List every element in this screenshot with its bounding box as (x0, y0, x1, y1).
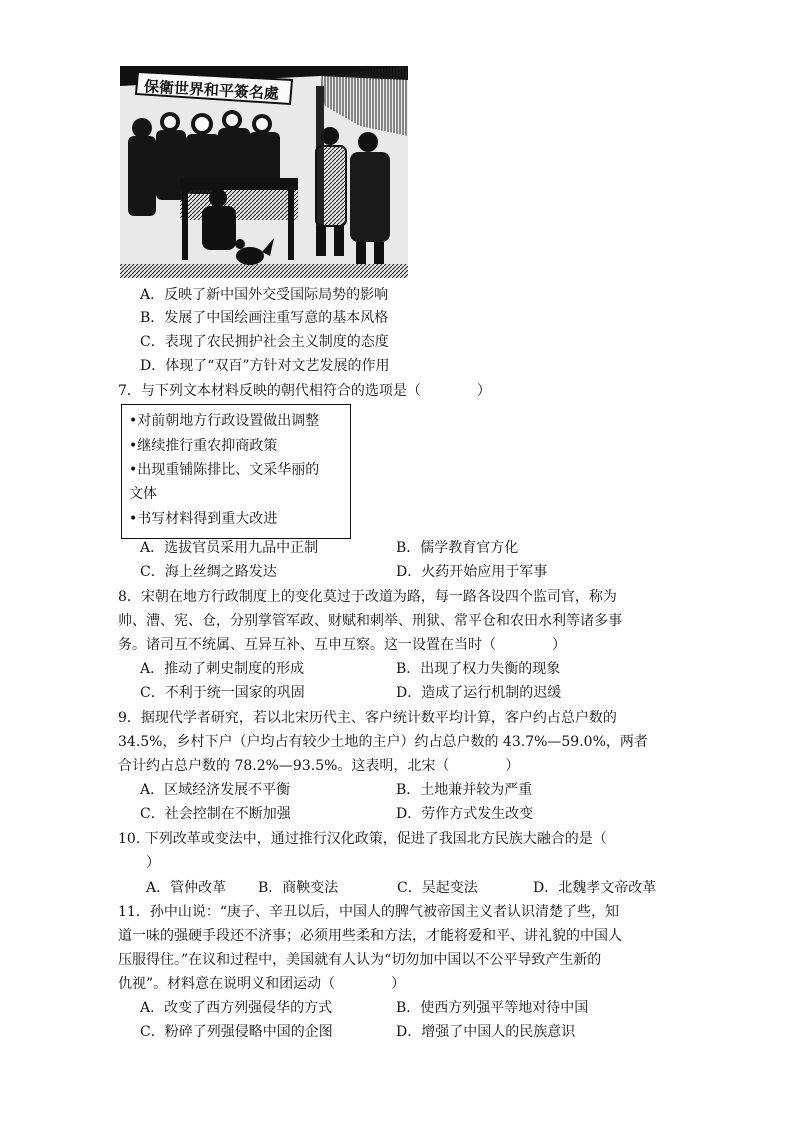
q6-option-a: A．反映了新中国外交受国际局势的影响 (140, 287, 389, 303)
q7-box-line-4: 文体 (129, 486, 157, 502)
banner-text: 保衛世界和平簽名處 (143, 77, 280, 103)
q9-stem-line-1: 9．据现代学者研究，若以北宋历代主、客户统计数平均计算，客户约占总户数的 (118, 710, 617, 726)
q10-option-d: D．北魏孝文帝改革 (533, 880, 657, 896)
q10-option-a: A．管仲改革 (146, 880, 227, 896)
q9-option-c: C．社会控制在不断加强 (140, 806, 291, 822)
woodcut-illustration (120, 66, 408, 278)
q11-option-d: D．增强了中国人的民族意识 (396, 1024, 576, 1040)
q7-box-line-1: •对前朝地方行政设置做出调整 (129, 413, 320, 429)
q6-option-d: D．体现了“双百”方针对文艺发展的作用 (140, 358, 390, 374)
q7-stem: 7．与下列文本材料反映的朝代相符合的选项是（ ） (118, 383, 491, 399)
q11-option-a: A．改变了西方列强侵华的方式 (140, 1000, 333, 1016)
q7-box-line-3: •出现重铺陈排比、文采华丽的 (129, 462, 320, 478)
q7-option-c: C．海上丝绸之路发达 (140, 564, 277, 580)
q8-stem-line-2: 帅、漕、宪、仓，分别掌管军政、财赋和刺举、刑狱、常平仓和农田水利等诸多事 (118, 613, 622, 629)
q7-option-d: D．火药开始应用于军事 (396, 564, 548, 580)
q9-stem-line-3: 合计约占总户数的 78.2%—93.5%。这表明，北宋（ ） (118, 758, 520, 774)
q7-box-line-5: •书写材料得到重大改进 (129, 511, 278, 527)
q7-option-a: A．选拔官员采用九品中正制 (140, 540, 319, 556)
q11-option-c: C．粉碎了列强侵略中国的企图 (140, 1024, 333, 1040)
q11-stem-line-3: 压服得住。”在议和过程中，美国就有人认为“切勿加中国以不公平导致产生新的 (118, 952, 602, 968)
q7-material-box (121, 404, 351, 539)
q10-option-c: C．吴起变法 (397, 880, 478, 896)
q6-option-c: C．表现了农民拥护社会主义制度的态度 (140, 334, 389, 350)
q7-box-line-2: •继续推行重农抑商政策 (129, 438, 278, 454)
q8-stem-line-1: 8．宋朝在地方行政制度上的变化莫过于改道为路，每一路各设四个监司官，称为 (118, 589, 617, 605)
q11-option-b: B．使西方列强平等地对待中国 (396, 1000, 589, 1016)
q11-stem-line-1: 11．孙中山说：“庚子、辛丑以后，中国人的脾气被帝国主义者认识清楚了些，知 (118, 904, 619, 920)
q9-option-d: D．劳作方式发生改变 (396, 806, 534, 822)
q9-option-b: B．土地兼并较为严重 (396, 782, 533, 798)
q8-stem-line-3: 务。诸司互不统属、互异互补、互申互察。这一设置在当时（ ） (118, 637, 566, 653)
q10-stem-line-2: ） (118, 855, 160, 871)
q8-option-a: A．推动了刺史制度的形成 (140, 661, 305, 677)
q10-option-b: B．商鞅变法 (258, 880, 339, 896)
q9-option-a: A．区域经济发展不平衡 (140, 782, 291, 798)
q10-stem-line-1: 10. 下列改革或变法中，通过推行汉化政策，促进了我国北方民族大融合的是（ (118, 831, 607, 847)
q9-stem-line-2: 34.5%，乡村下户（户均占有较少土地的主户）约占总户数的 43.7%—59.0%，两者 (118, 734, 648, 750)
q11-stem-line-4: 仇视”。材料意在说明义和团运动（ ） (118, 976, 406, 992)
q8-option-d: D．造成了运行机制的迟缓 (396, 685, 562, 701)
q11-stem-line-2: 道一味的强硬手段还不济事；必须用些柔和方法，才能将爱和平、讲礼貌的中国人 (118, 928, 622, 944)
q7-option-b: B．儒学教育官方化 (396, 540, 519, 556)
q8-option-c: C．不利于统一国家的巩固 (140, 685, 305, 701)
q8-option-b: B．出现了权力失衡的现象 (396, 661, 561, 677)
q6-option-b: B．发展了中国绘画注重写意的基本风格 (140, 310, 389, 326)
